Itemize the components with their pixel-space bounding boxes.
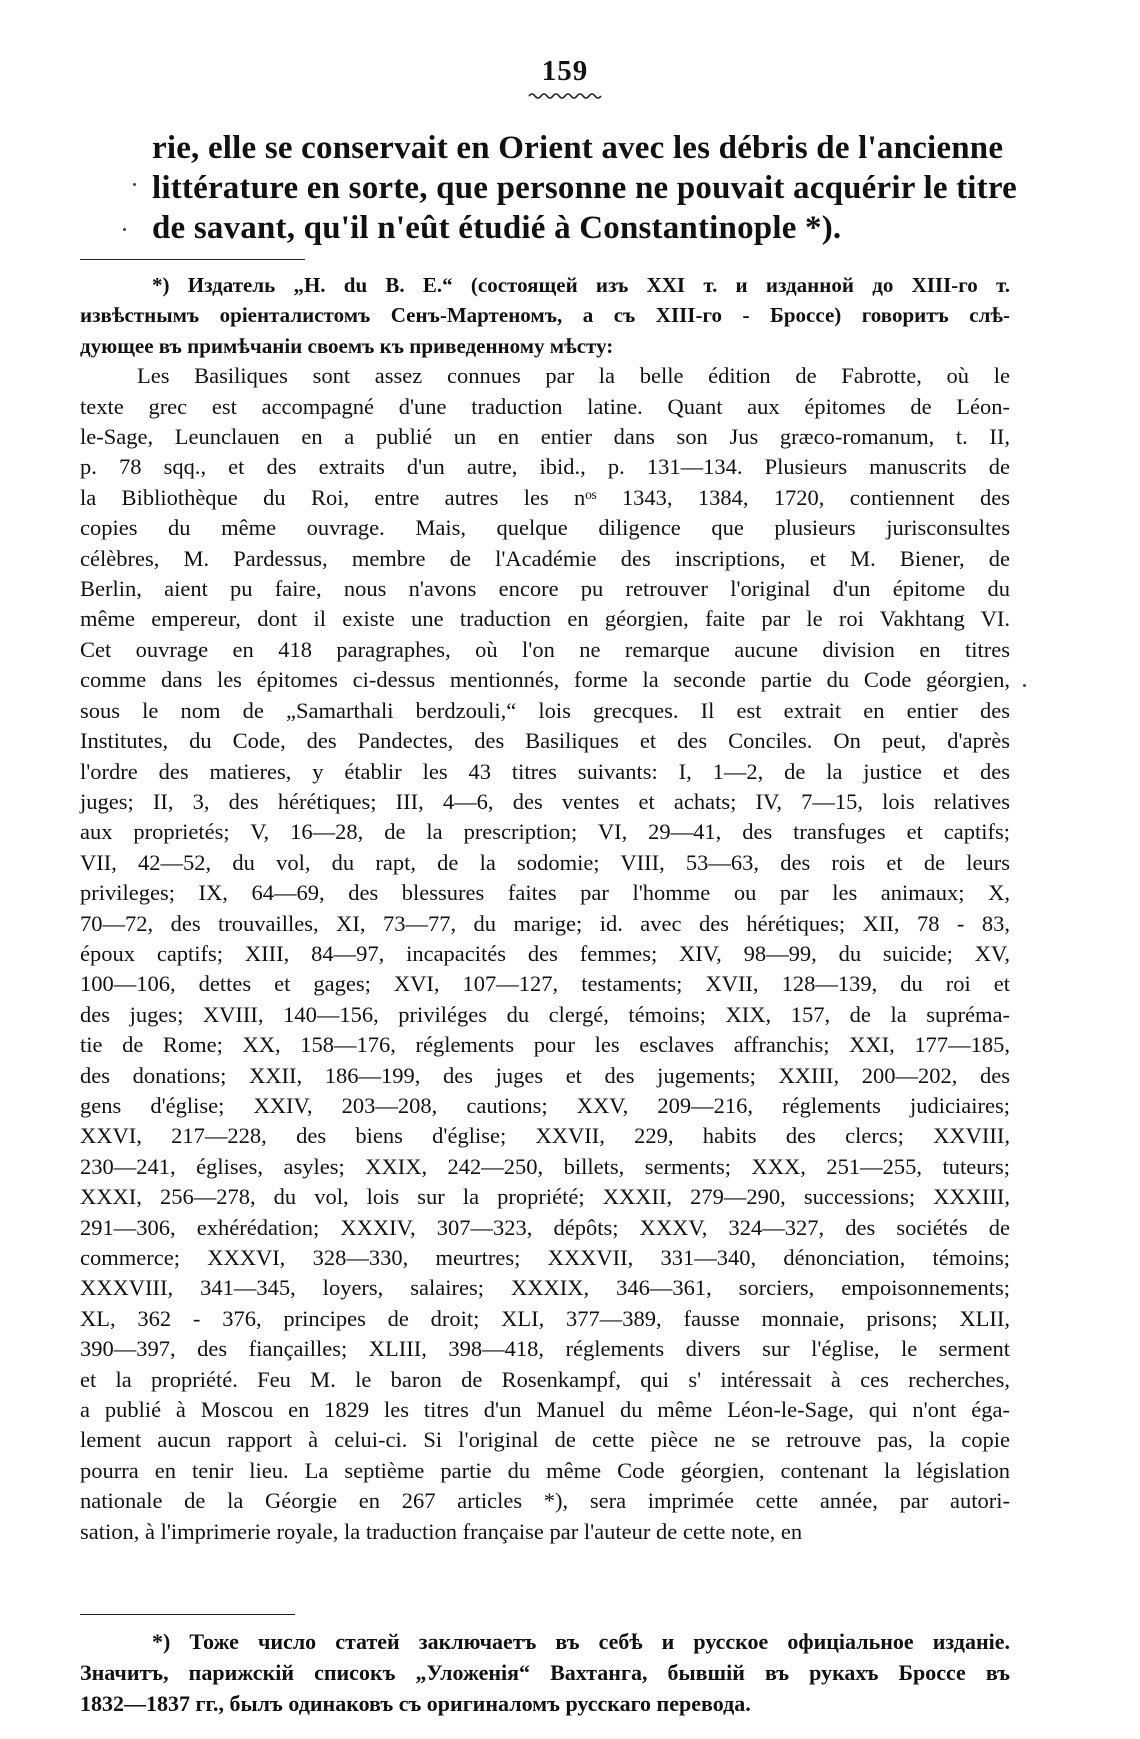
main-text-line: littérature en sorte, que personne ne pouvait acquérir le titre: [152, 170, 1017, 206]
footnote-french-line: juges; II, 3, des hérétiques; III, 4—6, des ventes et achats; IV, 7—15, lois relatives: [80, 788, 1010, 814]
footnote-french-line: le-Sage, Leunclauen en a publié un en entier dans son Jus græco-romanum, t. II,: [80, 424, 1010, 450]
footnote-translator-note: [80, 1626, 1010, 1719]
footnote-french-line: a publié à Moscou en 1829 les titres d'un Manuel du même Léon-le-Sage, qui n'ont éga-: [80, 1397, 1010, 1423]
footnote-french-line: époux captifs; XIII, 84—97, incapacités des femmes; XIV, 98—99, du suicide; XV,: [80, 940, 1010, 966]
footnote-french-line: comme dans les épitomes ci-dessus mentionnés, forme la seconde partie du Code géorgien,: [80, 667, 1010, 693]
footnote-french-line: nationale de la Géorgie en 267 articles *), sera imprimée cette année, par autori-: [80, 1488, 1010, 1514]
footnote-russian-line: *) Тоже число статей заключаетъ въ себѣ и русское офиціальное изданіе.: [152, 1629, 1010, 1654]
footnote-russian-line: *) Издатель „H. du B. E.“ (состоящей изъ XXI т. и изданной до XIII-го т.: [152, 273, 1010, 297]
footnote-french-line: Cet ouvrage en 418 paragraphes, où l'on ne remarque aucune division en titres: [80, 636, 1010, 662]
footnote-russian-line: Значитъ, парижскій списокъ „Уложенія“ Вахтанга, бывшій въ рукахъ Броссе въ: [80, 1660, 1010, 1685]
footnote-french-line: XXVI, 217—228, des biens d'église; XXVII, 229, habits des clercs; XXVIII,: [80, 1123, 1010, 1149]
footnote-french-line: copies du même ouvrage. Mais, quelque diligence que plusieurs jurisconsultes: [80, 515, 1010, 541]
footnote-french-line: 70—72, des trouvailles, XI, 73—77, du marige; id. avec des hérétiques; XII, 78 - 83,: [80, 910, 1010, 936]
footnote-russian-line: извѣстнымъ оріенталистомъ Сенъ-Мартеномъ, а съ XIII-го - Броссе) говоритъ слѣ-: [80, 303, 1010, 328]
footnote-french-line: la Bibliothèque du Roi, entre autres les nᵒˢ 1343, 1384, 1720, contiennent des: [80, 484, 1010, 510]
footnote-french-line: aux proprietés; V, 16—28, de la prescription; VI, 29—41, des transfuges et captifs;: [80, 819, 1010, 845]
footnote-french-line: commerce; XXXVI, 328—330, meurtres; XXXVII, 331—340, dénonciation, témoins;: [80, 1245, 1010, 1270]
footnote-french-line: texte grec est accompagné d'une traduction latine. Quant aux épitomes de Léon-: [80, 393, 1010, 419]
footnote-french-line: XL, 362 - 376, principes de droit; XLI, 377—389, fausse monnaie, prisons; XLII,: [80, 1305, 1010, 1331]
footnote-french-line: tie de Rome; XX, 158—176, réglements pour les esclaves affranchis; XXI, 177—185,: [80, 1032, 1010, 1058]
main-text-line: de savant, qu'il n'eût étudié à Constantinople *).: [152, 210, 842, 246]
page-number-ornament: [527, 91, 603, 101]
footnote-russian-line: 1832—1837 гг., былъ одинаковъ съ оригиналомъ русскаго перевода.: [80, 1691, 751, 1716]
footnote-french-line: sation, à l'imprimerie royale, la traduction française par l'auteur de cette note, en: [80, 1518, 803, 1544]
footnote-french-line: célèbres, M. Pardessus, membre de l'Académie des inscriptions, et M. Biener, de: [80, 545, 1010, 571]
print-speck: [1023, 684, 1026, 687]
page-number: 159: [541, 55, 589, 87]
footnote-french-line: des donations; XXII, 186—199, des juges et des jugements; XXIII, 200—202, des: [80, 1062, 1010, 1088]
footnote-french-line: XXXVIII, 341—345, loyers, salaires; XXXIX, 346—361, sorciers, empoisonnements;: [80, 1275, 1010, 1301]
footnote-french-line: et la propriété. Feu M. le baron de Rosenkampf, qui s' intéressait à ces recherches,: [80, 1366, 1010, 1392]
footnote-french-line: pourra en tenir lieu. La septième partie du même Code géorgien, contenant la législation: [80, 1457, 1010, 1483]
footnote-french-line: 100—106, dettes et gages; XVI, 107—127, testaments; XVII, 128—139, du roi et: [80, 971, 1010, 997]
footnote-french-line: l'ordre des matieres, y établir les 43 titres suivants: I, 1—2, de la justice et des: [80, 758, 1010, 784]
footnote-russian-line: дующее въ примѣчаніи своемъ къ приведенному мѣсту:: [80, 333, 614, 358]
footnote-separator-rule: [80, 1614, 295, 1615]
footnote-french-line: Berlin, aient pu faire, nous n'avons encore pu retrouver l'original d'un épitome du: [80, 576, 1010, 602]
footnote-french-line: 291—306, exhérédation; XXXIV, 307—323, dépôts; XXXV, 324—327, des sociétés de: [80, 1214, 1010, 1240]
footnote-french-line: Les Basiliques sont assez connues par la belle édition de Fabrotte, où le: [137, 363, 1010, 389]
footnote-french-line: même empereur, dont il existe une traduction en géorgien, faite par le roi Vakhtang VI.: [80, 606, 1010, 632]
print-speck: [133, 183, 136, 186]
footnote-french-line: privileges; IX, 64—69, des blessures faites par l'homme ou par les animaux; X,: [80, 880, 1010, 906]
footnote-french-line: 230—241, églises, asyles; XXIX, 242—250, billets, serments; XXX, 251—255, tuteurs;: [80, 1153, 1010, 1179]
main-text-line: rie, elle se conservait en Orient avec les débris de l'ancienne: [152, 130, 1004, 166]
footnote-french-line: sous le nom de „Samarthali berdzouli,“ lois grecques. Il est extrait en entier des: [80, 697, 1010, 723]
footnote-french-line: VII, 42—52, du vol, du rapt, de la sodomie; VIII, 53—63, des rois et de leurs: [80, 849, 1010, 875]
footnote-french-line: XXXI, 256—278, du vol, lois sur la propriété; XXXII, 279—290, successions; XXXIII,: [80, 1184, 1010, 1210]
footnote-french-line: des juges; XVIII, 140—156, priviléges du clergé, témoins; XIX, 157, de la supréma-: [80, 1001, 1010, 1027]
footnote-french-line: Institutes, du Code, des Pandectes, des Basiliques et des Conciles. On peut, d'après: [80, 728, 1010, 754]
footnote-editor-note: [80, 270, 1010, 1547]
footnote-french-line: 390—397, des fiançailles; XLIII, 398—418, réglements divers sur l'église, le serment: [80, 1336, 1010, 1362]
footnote-french-line: p. 78 sqq., et des extraits d'un autre, ibid., p. 131—134. Plusieurs manuscrits de: [80, 454, 1010, 480]
footnote-french-line: gens d'église; XXIV, 203—208, cautions; XXV, 209—216, réglements judiciaires;: [80, 1092, 1010, 1118]
print-speck: [123, 228, 126, 231]
footnote-separator-rule: [80, 259, 305, 260]
footnote-french-line: lement aucun rapport à celui-ci. Si l'original de cette pièce ne se retrouve pas, la copie: [80, 1427, 1010, 1453]
main-text-block: [152, 128, 1052, 248]
